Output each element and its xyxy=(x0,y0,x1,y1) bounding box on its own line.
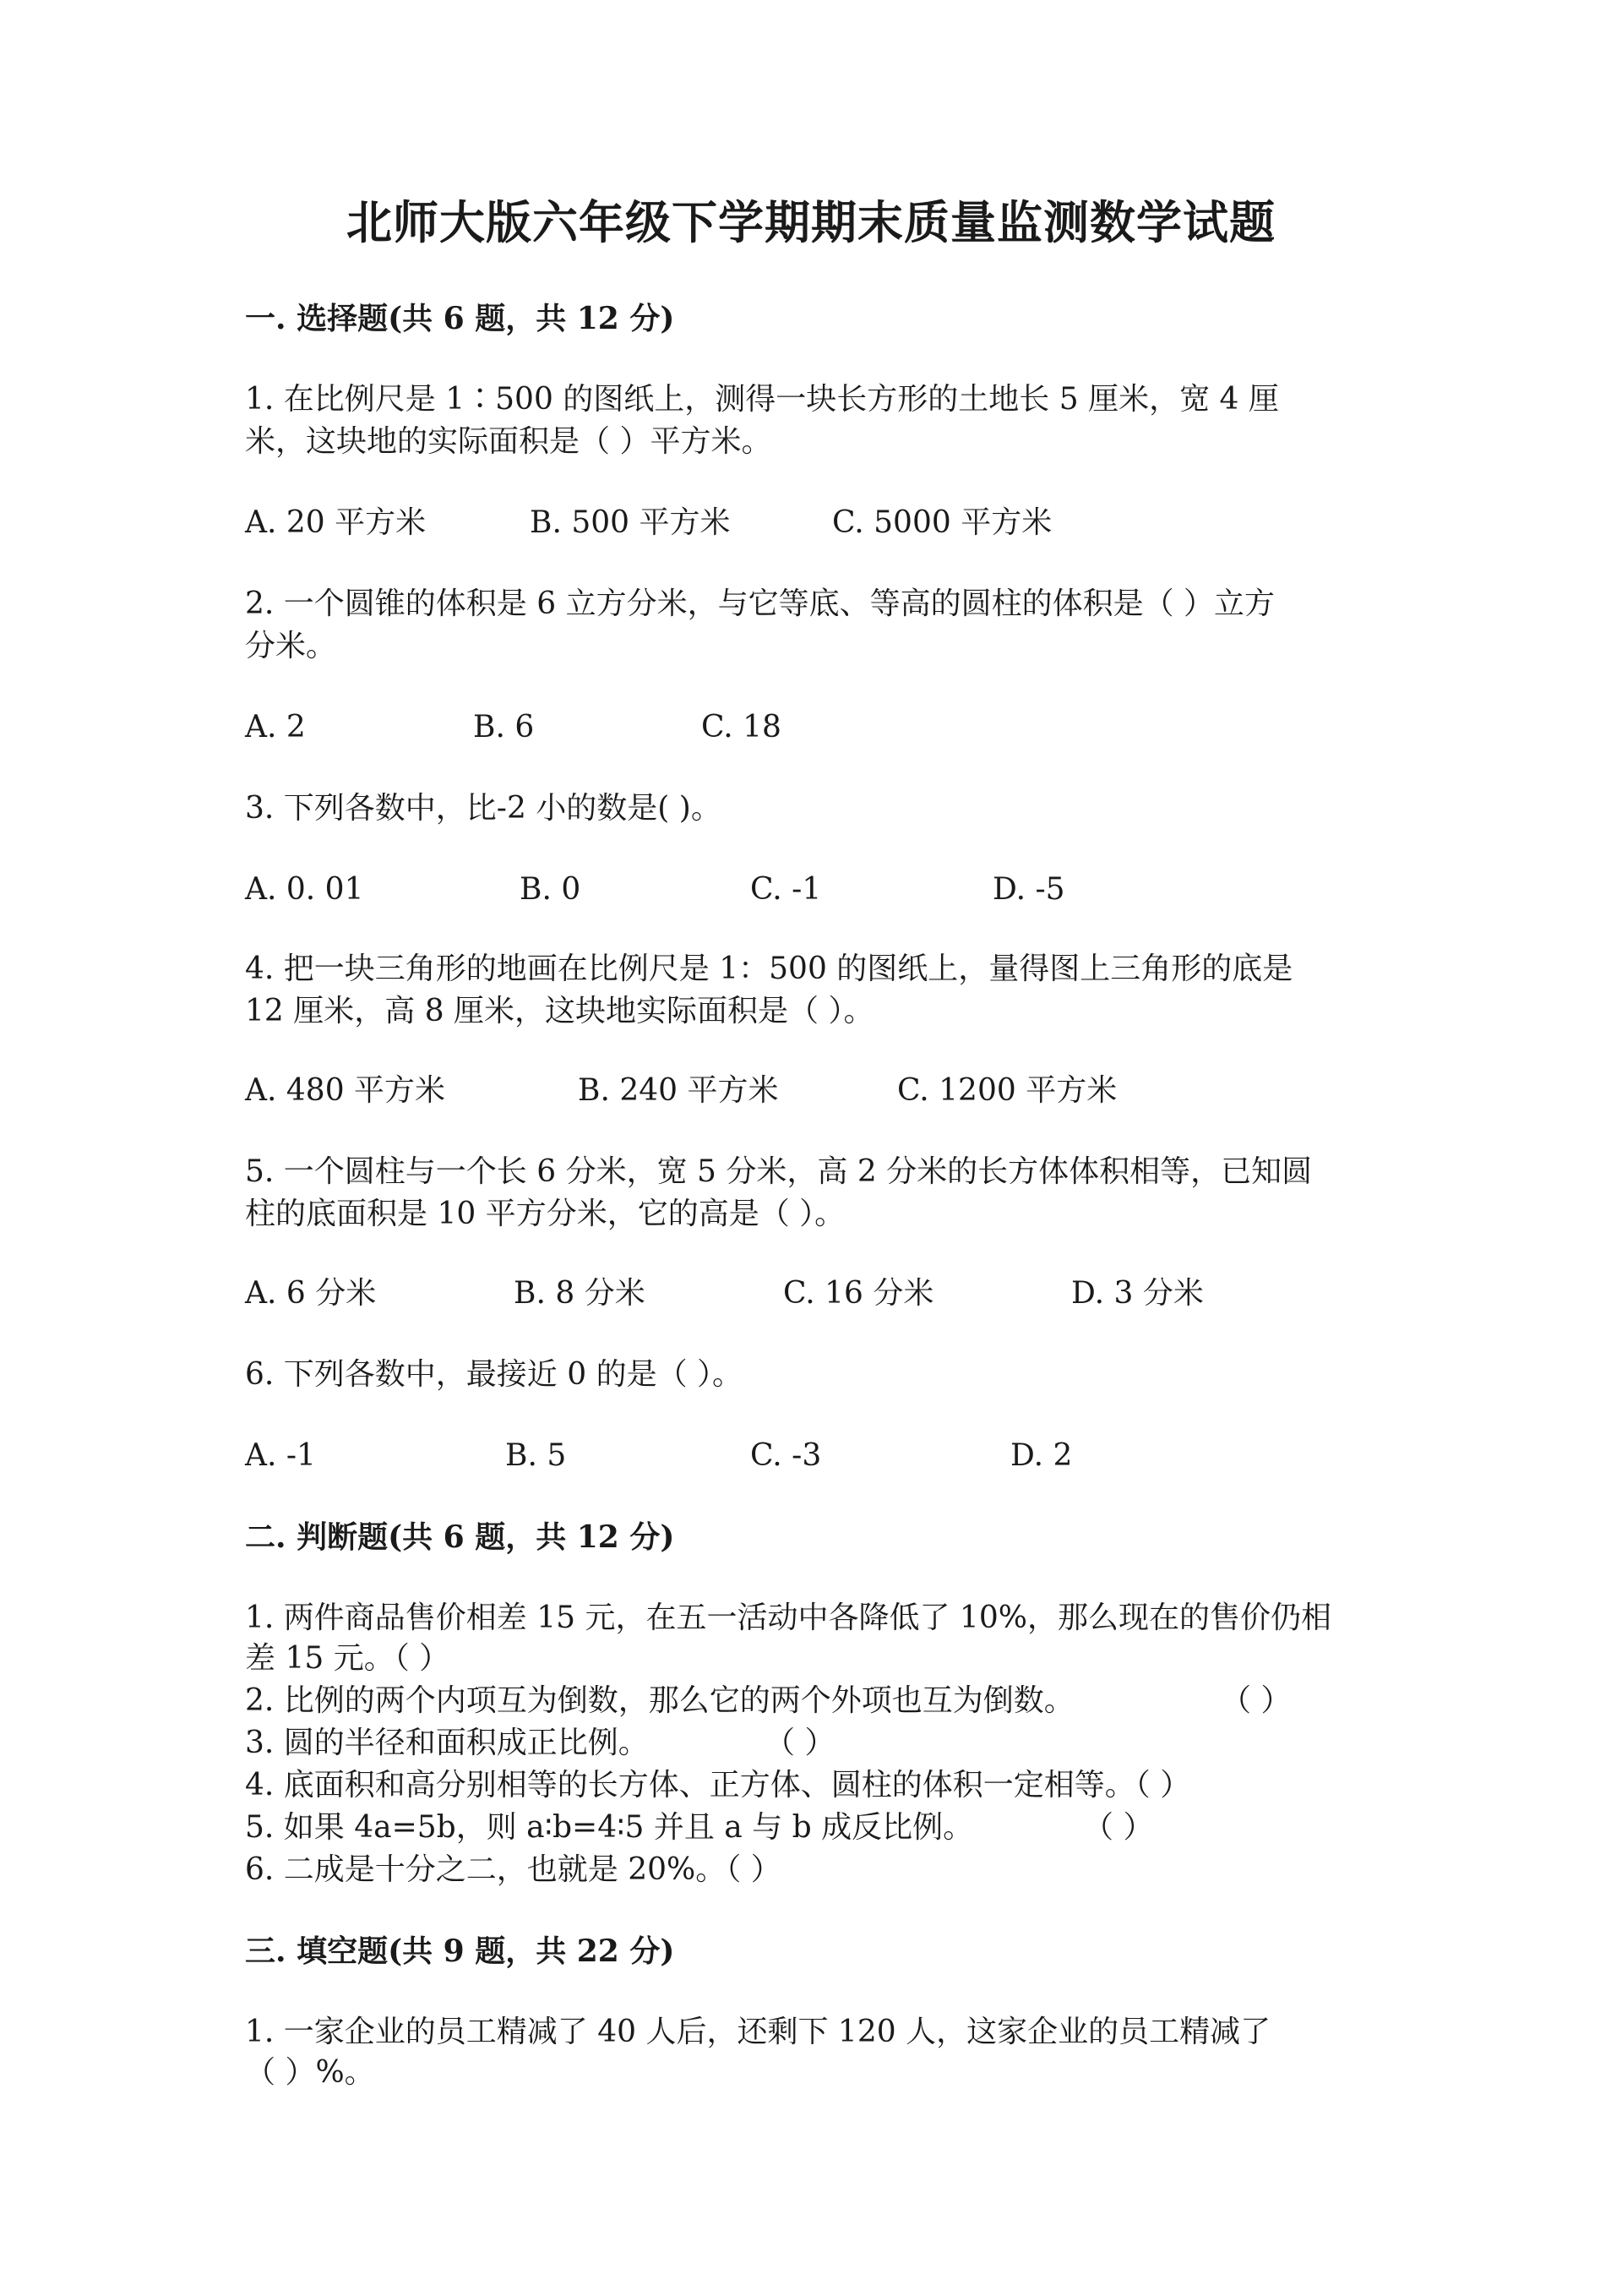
judge-question-5: 5. 如果 4a=5b，则 a∶b=4∶5 并且 a 与 b 成反比例。 xyxy=(245,1810,974,1845)
question-2-text-cont: 分米。 xyxy=(245,629,337,663)
question-6-option-d: D. 2 xyxy=(1010,1438,1073,1473)
question-3-option-c: C. -1 xyxy=(750,872,822,907)
judge-question-4: 4. 底面积和高分别相等的长方体、正方体、圆柱的体积一定相等。（ ） xyxy=(245,1768,1191,1802)
judge-question-5-blank: （ ） xyxy=(1083,1810,1154,1845)
question-4-option-a: A. 480 平方米 xyxy=(245,1073,446,1108)
question-1-option-b: B. 500 平方米 xyxy=(530,505,731,540)
question-2-option-c: C. 18 xyxy=(701,710,781,744)
page-title: 北师大版六年级下学期期末质量监测数学试题 xyxy=(346,195,1276,249)
question-4-text-cont: 12 厘米，高 8 厘米，这块地实际面积是（ ）。 xyxy=(245,994,874,1028)
section-heading-fill: 三. 填空题(共 9 题，共 22 分) xyxy=(245,1933,675,1969)
question-4-option-b: B. 240 平方米 xyxy=(578,1073,779,1108)
question-6-option-a: A. -1 xyxy=(245,1438,316,1473)
section-heading-judge: 二. 判断题(共 6 题，共 12 分) xyxy=(245,1519,675,1555)
question-5-option-c: C. 16 分米 xyxy=(783,1276,934,1311)
question-3-option-d: D. -5 xyxy=(993,872,1065,907)
judge-question-1-cont: 差 15 元。（ ） xyxy=(245,1641,450,1676)
judge-question-3-blank: （ ） xyxy=(765,1726,835,1760)
judge-question-2: 2. 比例的两个内项互为倒数，那么它的两个外项也互为倒数。 xyxy=(245,1683,1075,1718)
question-2-text: 2. 一个圆锥的体积是 6 立方分米，与它等底、等高的圆柱的体积是（ ）立方 xyxy=(245,586,1276,621)
question-3-option-b: B. 0 xyxy=(520,872,581,907)
question-6-option-b: B. 5 xyxy=(505,1438,567,1473)
question-2-option-a: A. 2 xyxy=(245,710,306,744)
question-1-text: 1. 在比例尺是 1∶500 的图纸上，测得一块长方形的土地长 5 厘米，宽 4 厘 xyxy=(245,382,1279,417)
question-5-option-b: B. 8 分米 xyxy=(514,1276,645,1311)
question-6-option-c: C. -3 xyxy=(750,1438,822,1473)
section-heading-choice: 一. 选择题(共 6 题，共 12 分) xyxy=(245,301,675,336)
question-1-option-a: A. 20 平方米 xyxy=(245,505,427,540)
question-5-option-a: A. 6 分米 xyxy=(245,1276,377,1311)
question-4-text: 4. 把一块三角形的地画在比例尺是 1：500 的图纸上，量得图上三角形的底是 xyxy=(245,952,1293,986)
judge-question-2-blank: （ ） xyxy=(1221,1683,1292,1718)
question-5-text: 5. 一个圆柱与一个长 6 分米，宽 5 分米，高 2 分米的长方体体积相等，已知圆 xyxy=(245,1154,1313,1189)
judge-question-1: 1. 两件商品售价相差 15 元，在五一活动中各降低了 10%，那么现在的售价仍相 xyxy=(245,1601,1331,1635)
question-5-option-d: D. 3 分米 xyxy=(1071,1276,1204,1311)
question-1-text-cont: 米，这块地的实际面积是（ ）平方米。 xyxy=(245,424,772,459)
judge-question-6: 6. 二成是十分之二，也就是 20%。（ ） xyxy=(245,1852,781,1887)
question-3-text: 3. 下列各数中，比-2 小的数是( )。 xyxy=(245,791,721,826)
fill-question-1: 1. 一家企业的员工精减了 40 人后，还剩下 120 人，这家企业的员工精减了 xyxy=(245,2015,1271,2049)
question-3-option-a: A. 0. 01 xyxy=(245,872,364,907)
judge-question-3: 3. 圆的半径和面积成正比例。 xyxy=(245,1726,649,1760)
fill-question-1-cont: （ ）%。 xyxy=(245,2055,375,2090)
question-2-option-b: B. 6 xyxy=(473,710,535,744)
question-1-option-c: C. 5000 平方米 xyxy=(832,505,1053,540)
question-4-option-c: C. 1200 平方米 xyxy=(897,1073,1118,1108)
question-6-text: 6. 下列各数中，最接近 0 的是（ ）。 xyxy=(245,1357,743,1392)
question-5-text-cont: 柱的底面积是 10 平方分米，它的高是（ ）。 xyxy=(245,1197,846,1231)
